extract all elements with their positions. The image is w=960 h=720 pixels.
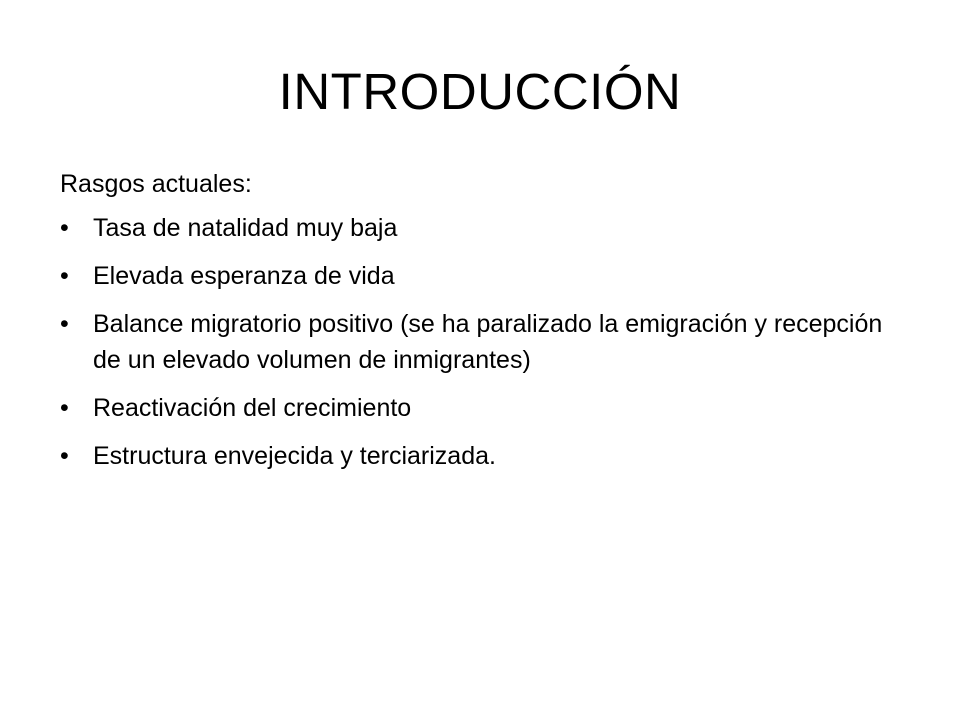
bullet-icon: •	[60, 394, 69, 422]
bullet-text: Reactivación del crecimiento	[93, 394, 412, 422]
bullet-text: Tasa de natalidad muy baja	[93, 214, 398, 242]
bullet-text: Balance migratorio positivo (se ha paralizado la emigración y recepción de un elevado volumen de inmigrantes)	[93, 310, 883, 374]
bullet-item	[60, 210, 910, 246]
bullet-item	[60, 438, 910, 474]
bullet-item	[60, 390, 910, 426]
bullet-item	[60, 258, 910, 294]
bullet-icon: •	[60, 442, 69, 470]
bullet-text: Elevada esperanza de vida	[93, 262, 395, 290]
bullet-icon: •	[60, 214, 69, 242]
bullet-item	[60, 306, 910, 378]
bullet-icon: •	[60, 262, 69, 290]
bullet-list	[60, 210, 910, 474]
bullet-text: Estructura envejecida y terciarizada.	[93, 442, 496, 470]
slide-title: INTRODUCCIÓN	[278, 63, 682, 120]
intro-line: Rasgos actuales:	[60, 170, 252, 198]
slide-content	[60, 166, 910, 486]
bullet-icon: •	[60, 310, 69, 338]
